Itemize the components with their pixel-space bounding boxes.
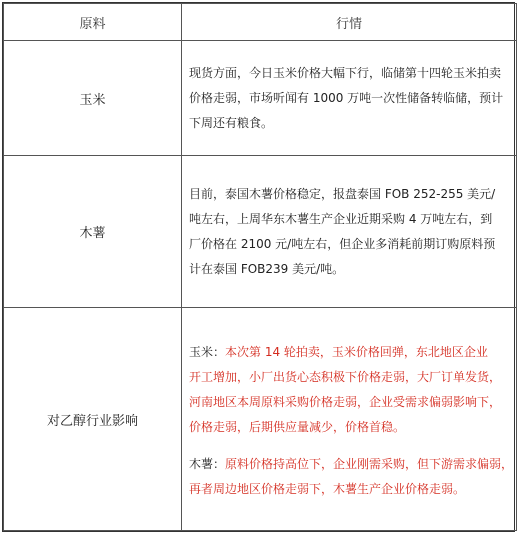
cassava-text-line: 计在泰国 FOB239 美元/吨。	[189, 261, 345, 276]
impact-block-cassava	[189, 448, 514, 502]
header-material: 原料	[4, 4, 182, 41]
row-label-corn: 玉米	[4, 41, 182, 156]
impact-prefix-corn: 玉米：	[189, 345, 226, 359]
table-row-cassava	[4, 156, 517, 308]
row-label-cassava: 木薯	[4, 156, 182, 308]
impact-text-line: 原料价格持高位下，企业刚需采购，但下游需求偏弱，	[225, 457, 514, 471]
impact-text-line: 河南地区本周原料采购价格走弱，企业受需求偏弱影响下，	[189, 395, 502, 409]
row-label-ethanol-impact: 对乙醇行业影响	[4, 308, 182, 531]
cassava-text-line: 厂价格在 2100 元/吨左右，但企业多消耗前期订购原料预	[189, 236, 496, 251]
impact-text-line: 再者周边地区价格走弱下，木薯生产企业价格走弱。	[189, 482, 466, 496]
market-table	[3, 3, 517, 531]
cassava-text-line: 吨左右，上周华东木薯生产企业近期采购 4 万吨左右，到	[189, 211, 493, 226]
table-row-ethanol-impact	[4, 308, 517, 531]
corn-text-line: 下周还有粮食。	[189, 115, 274, 130]
impact-text-line: 价格走弱，后期供应量减少，价格首稳。	[189, 420, 406, 434]
table-header-row	[4, 4, 517, 41]
row-content-cassava	[182, 156, 517, 308]
impact-text-line: 本次第 14 轮拍卖，玉米价格回弹，东北地区企业	[225, 345, 488, 359]
header-market: 行情	[182, 4, 517, 41]
table-row-corn	[4, 41, 517, 156]
impact-prefix-cassava: 木薯：	[189, 457, 226, 471]
impact-text-line: 开工增加，小厂出货心态积极下价格走弱，大厂订单发货，	[189, 370, 502, 384]
row-content-ethanol-impact	[182, 308, 517, 531]
market-table-container	[2, 2, 515, 532]
corn-text-line: 价格走弱，市场听闻有 1000 万吨一次性储备转临储，预计	[189, 90, 504, 105]
cassava-text-line: 目前，泰国木薯价格稳定，报盘泰国 FOB 252-255 美元/	[189, 186, 496, 201]
row-content-corn	[182, 41, 517, 156]
corn-text-line: 现货方面，今日玉米价格大幅下行，临储第十四轮玉米拍卖	[189, 65, 502, 80]
impact-block-corn	[189, 336, 508, 440]
